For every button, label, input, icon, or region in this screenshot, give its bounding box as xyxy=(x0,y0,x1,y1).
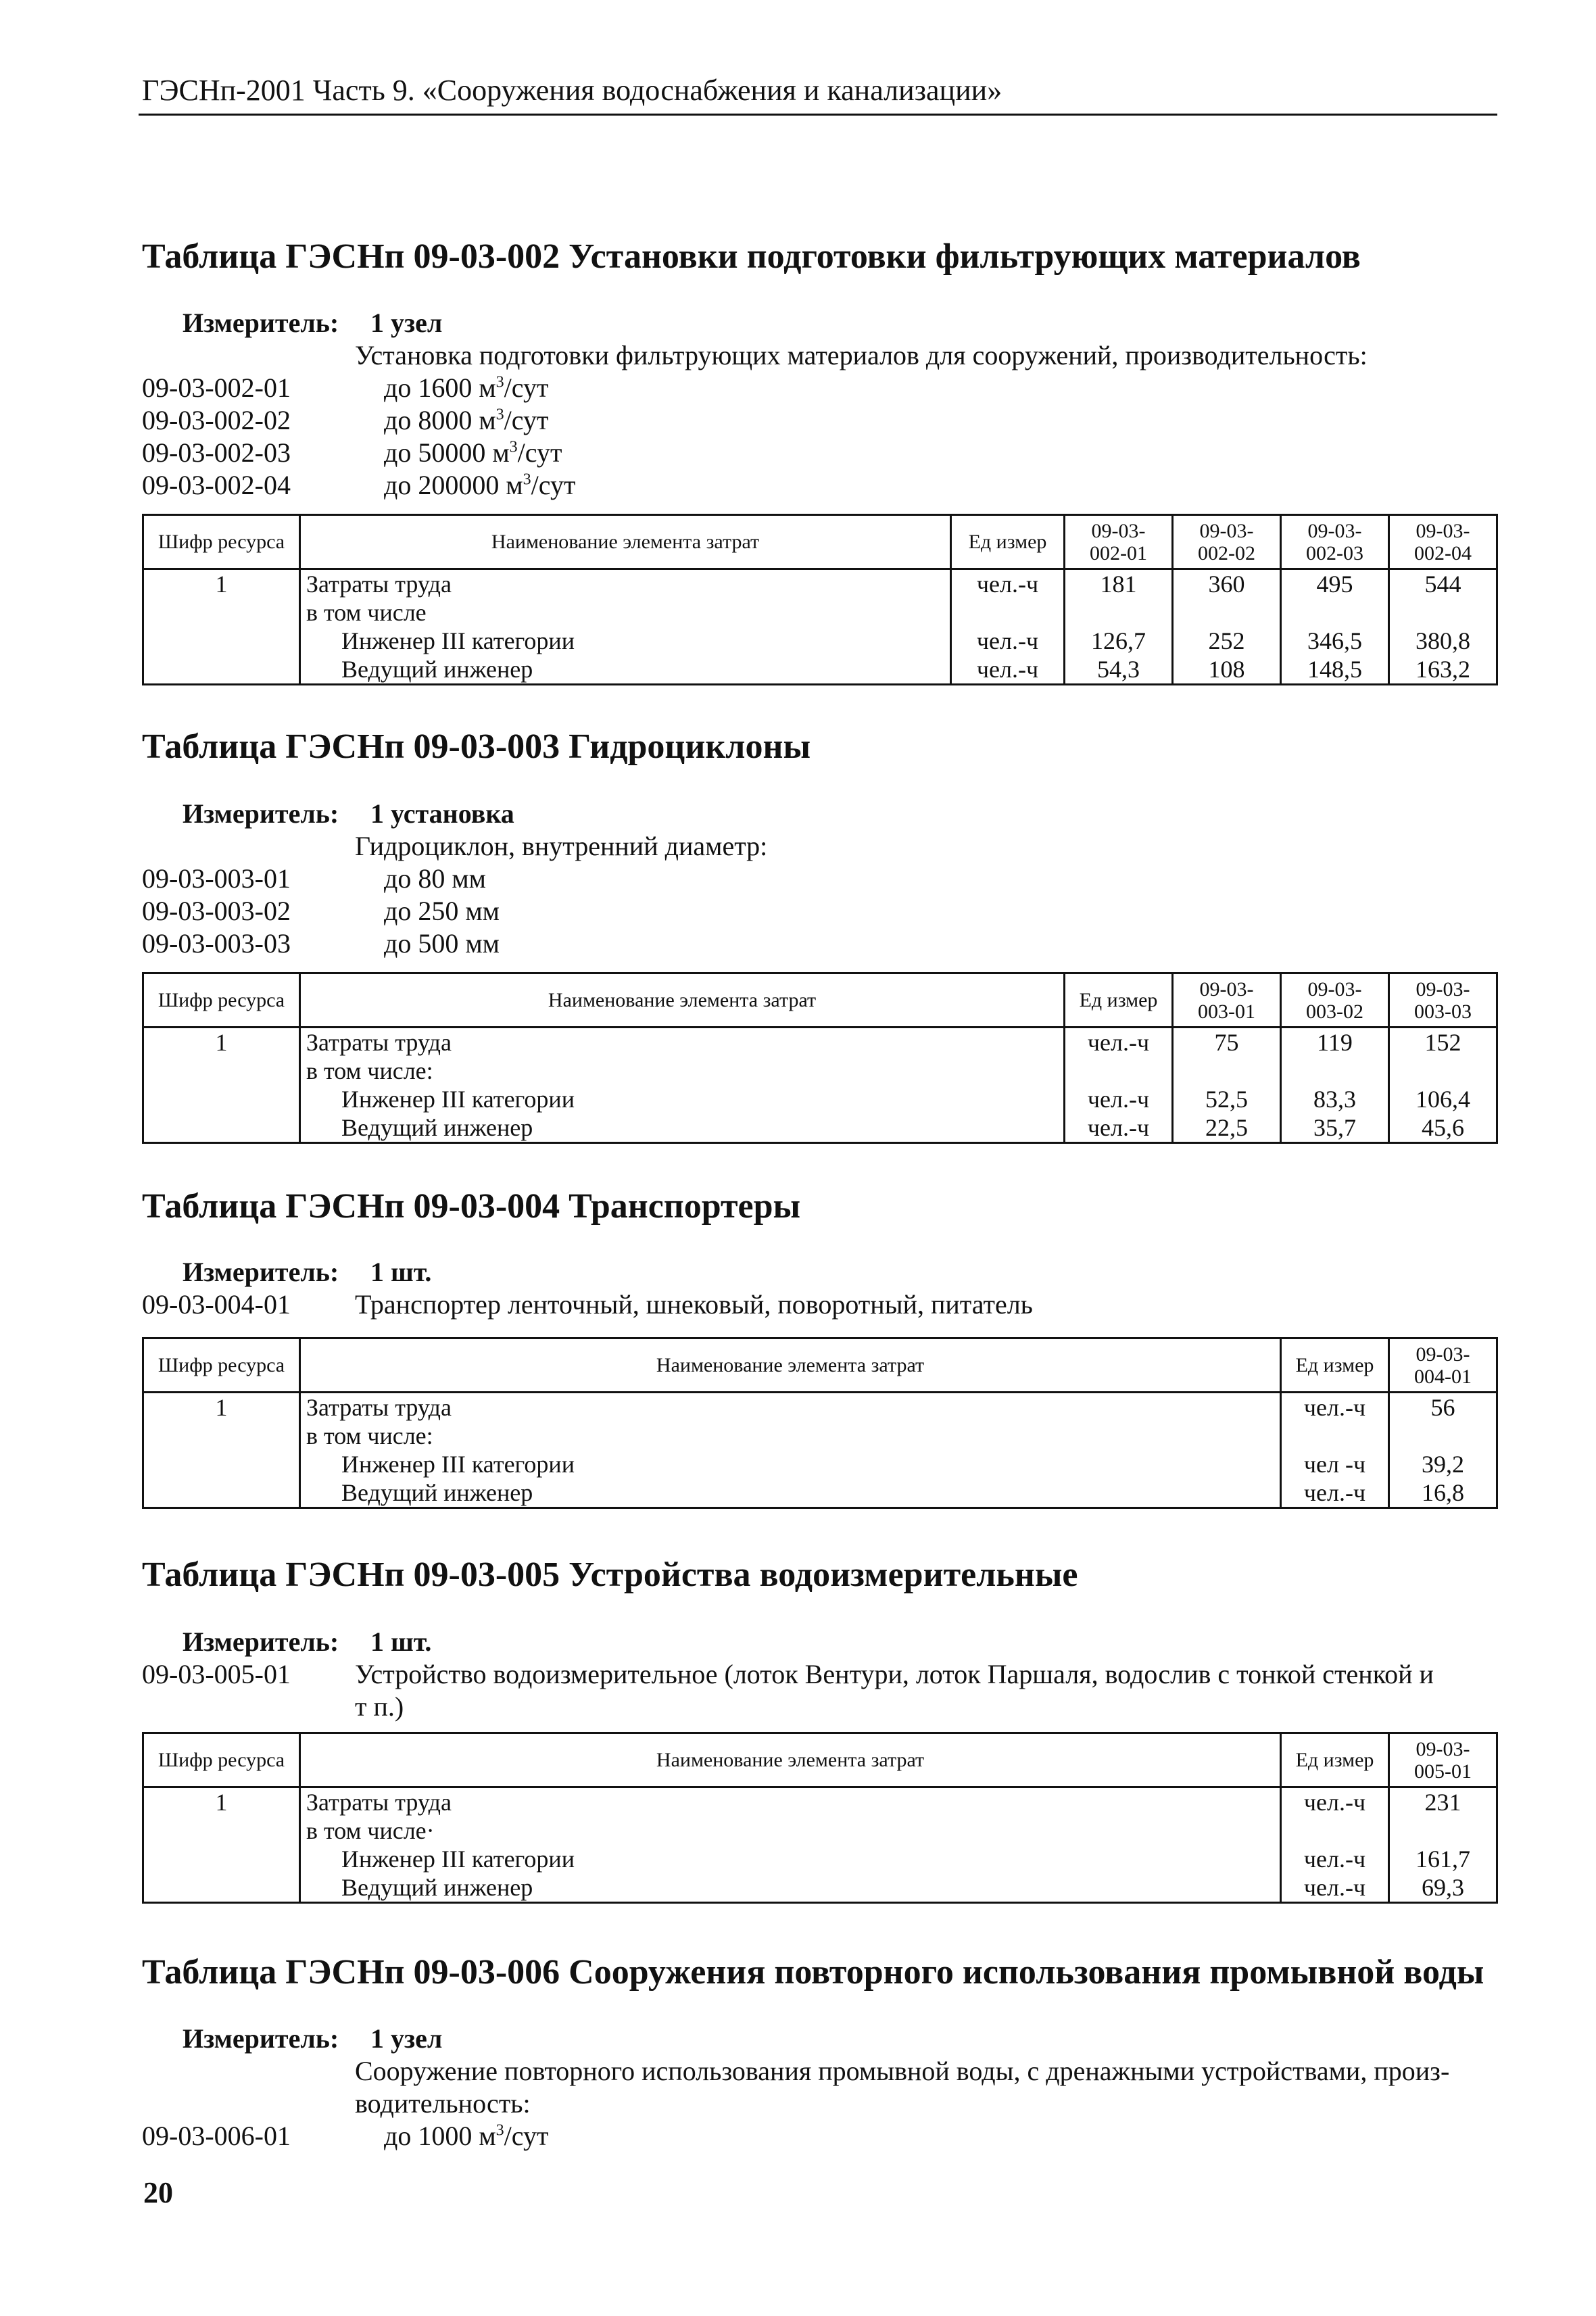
col-header-unit: Ед измер xyxy=(1281,1733,1389,1787)
table-row xyxy=(143,1393,1497,1451)
row-name: Затраты труда в том числе· xyxy=(300,1787,1281,1845)
row-unit: чел.-ч чел.-ч xyxy=(1281,1845,1389,1903)
col-header-norm: 09-03- 003-02 xyxy=(1281,973,1389,1028)
resource-table xyxy=(142,514,1498,685)
row-value: 56 xyxy=(1389,1393,1497,1451)
row-code: 1 xyxy=(143,569,300,627)
row-value: 126,7 54,3 xyxy=(1065,627,1173,685)
item-text: до 500 мм xyxy=(384,928,500,959)
table-row xyxy=(143,627,1497,685)
measure-label: Измеритель: xyxy=(183,798,339,829)
table-row xyxy=(143,1028,1497,1086)
col-header-code: Шифр ресурса xyxy=(143,1338,300,1393)
section-title: Таблица ГЭСНп 09-03-006 Сооружения повторного использования промывной воды xyxy=(142,1953,1484,1992)
table-row xyxy=(143,1845,1497,1903)
page-number: 20 xyxy=(143,2176,173,2209)
row-value: 106,4 45,6 xyxy=(1389,1085,1497,1143)
row-value: 75 xyxy=(1173,1028,1281,1086)
item-code: 09-03-003-01 xyxy=(142,863,291,894)
row-name: Инженер III категории Ведущий инженер xyxy=(300,1845,1281,1903)
item-code: 09-03-002-03 xyxy=(142,437,291,468)
section-title: Таблица ГЭСНп 09-03-005 Устройства водоизмерительные xyxy=(142,1555,1078,1594)
row-unit: чел.-ч xyxy=(1065,1028,1173,1086)
measure-label: Измеритель: xyxy=(183,308,339,338)
measure-value: 1 узел xyxy=(370,308,443,338)
item-text: до 1600 $м^3$/сут xyxy=(384,372,549,403)
col-header-unit: Ед измер xyxy=(1065,973,1173,1028)
measure-label: Измеритель: xyxy=(183,1626,339,1657)
resource-table xyxy=(142,1732,1498,1904)
item-code: 09-03-003-03 xyxy=(142,928,291,959)
row-unit: чел.-ч чел.-ч xyxy=(951,627,1065,685)
section-title: Таблица ГЭСНп 09-03-004 Транспортеры xyxy=(142,1187,801,1226)
table-row xyxy=(143,1787,1497,1845)
row-value: 83,3 35,7 xyxy=(1281,1085,1389,1143)
resource-table xyxy=(142,972,1498,1144)
item-code: 09-03-002-02 xyxy=(142,405,291,435)
col-header-norm: 09-03- 002-03 xyxy=(1281,515,1389,569)
item-text: до 1000 $м^3$/сут xyxy=(384,2121,549,2151)
row-value: 52,5 22,5 xyxy=(1173,1085,1281,1143)
row-name: Инженер III категории Ведущий инженер xyxy=(300,1085,1065,1143)
measure-value: 1 шт. xyxy=(370,1626,432,1657)
intro-text: Гидроциклон, внутренний диаметр: xyxy=(355,831,768,861)
section-title: Таблица ГЭСНп 09-03-003 Гидроциклоны xyxy=(142,727,811,766)
measure-value: 1 узел xyxy=(370,2023,443,2054)
row-value: 252 108 xyxy=(1173,627,1281,685)
row-unit: чел -ч чел.-ч xyxy=(1281,1450,1389,1508)
item-code: 09-03-002-04 xyxy=(142,470,291,500)
col-header-norm: 09-03- 005-01 xyxy=(1389,1733,1497,1787)
row-value: 346,5 148,5 xyxy=(1281,627,1389,685)
col-header-norm: 09-03- 002-02 xyxy=(1173,515,1281,569)
row-unit: чел.-ч xyxy=(1281,1787,1389,1845)
item-code: 09-03-006-01 xyxy=(142,2121,291,2151)
row-name: Инженер III категории Ведущий инженер xyxy=(300,1450,1281,1508)
intro-text-continued: водительность: xyxy=(355,2088,531,2119)
row-value: 152 xyxy=(1389,1028,1497,1086)
header-rule xyxy=(139,114,1497,116)
item-text: Транспортер ленточный, шнековый, поворотный, питатель xyxy=(355,1289,1033,1320)
resource-table xyxy=(142,1337,1498,1509)
item-code: 09-03-002-01 xyxy=(142,372,291,403)
col-header-norm: 09-03- 002-01 xyxy=(1065,515,1173,569)
row-value: 161,7 69,3 xyxy=(1389,1845,1497,1903)
row-name: Затраты труда в том числе xyxy=(300,569,951,627)
col-header-code: Шифр ресурса xyxy=(143,973,300,1028)
measure-label: Измеритель: xyxy=(183,1257,339,1287)
row-value: 380,8 163,2 xyxy=(1389,627,1497,685)
measure-value: 1 шт. xyxy=(370,1257,432,1287)
row-unit: чел.-ч xyxy=(951,569,1065,627)
table-row xyxy=(143,1450,1497,1508)
row-value: 119 xyxy=(1281,1028,1389,1086)
col-header-code: Шифр ресурса xyxy=(143,1733,300,1787)
row-code: 1 xyxy=(143,1028,300,1086)
row-code: 1 xyxy=(143,1393,300,1451)
measure-label: Измеритель: xyxy=(183,2023,339,2054)
row-name: Затраты труда в том числе: xyxy=(300,1028,1065,1086)
row-unit: чел.-ч xyxy=(1281,1393,1389,1451)
row-value: 495 xyxy=(1281,569,1389,627)
item-code: 09-03-003-02 xyxy=(142,896,291,926)
col-header-name: Наименование элемента затрат xyxy=(300,515,951,569)
table-row xyxy=(143,1085,1497,1143)
col-header-unit: Ед измер xyxy=(1281,1338,1389,1393)
row-value: 39,2 16,8 xyxy=(1389,1450,1497,1508)
col-header-norm: 09-03- 003-03 xyxy=(1389,973,1497,1028)
row-value: 360 xyxy=(1173,569,1281,627)
col-header-unit: Ед измер xyxy=(951,515,1065,569)
table-row xyxy=(143,569,1497,627)
item-text: до 200000 $м^3$/сут xyxy=(384,470,576,500)
item-text: до 8000 $м^3$/сут xyxy=(384,405,549,435)
row-code: 1 xyxy=(143,1787,300,1845)
item-code: 09-03-005-01 xyxy=(142,1659,291,1689)
intro-text: Установка подготовки фильтрующих материалов для сооружений, производительность: xyxy=(355,340,1368,370)
measure-value: 1 установка xyxy=(370,798,514,829)
col-header-name: Наименование элемента затрат xyxy=(300,1733,1281,1787)
item-text: до 80 мм xyxy=(384,863,486,894)
item-code: 09-03-004-01 xyxy=(142,1289,291,1320)
item-text: до 50000 $м^3$/сут xyxy=(384,437,562,468)
item-text: до 250 мм xyxy=(384,896,500,926)
row-name: Затраты труда в том числе: xyxy=(300,1393,1281,1451)
col-header-norm: 09-03- 004-01 xyxy=(1389,1338,1497,1393)
col-header-code: Шифр ресурса xyxy=(143,515,300,569)
col-header-name: Наименование элемента затрат xyxy=(300,973,1065,1028)
row-value: 181 xyxy=(1065,569,1173,627)
running-header: ГЭСНп-2001 Часть 9. «Сооружения водоснабжения и канализации» xyxy=(142,74,1002,107)
row-value: 231 xyxy=(1389,1787,1497,1845)
section-title: Таблица ГЭСНп 09-03-002 Установки подготовки фильтрующих материалов xyxy=(142,237,1361,276)
item-text-continued: т п.) xyxy=(355,1691,404,1722)
row-unit: чел.-ч чел.-ч xyxy=(1065,1085,1173,1143)
intro-text: Сооружение повторного использования промывной воды, с дренажными устройствами, произ- xyxy=(355,2056,1450,2086)
col-header-norm: 09-03- 002-04 xyxy=(1389,515,1497,569)
col-header-norm: 09-03- 003-01 xyxy=(1173,973,1281,1028)
col-header-name: Наименование элемента затрат xyxy=(300,1338,1281,1393)
item-text: Устройство водоизмерительное (лоток Вентури, лоток Паршаля, водослив с тонкой стенкой и xyxy=(355,1659,1434,1689)
row-value: 544 xyxy=(1389,569,1497,627)
row-name: Инженер III категории Ведущий инженер xyxy=(300,627,951,685)
